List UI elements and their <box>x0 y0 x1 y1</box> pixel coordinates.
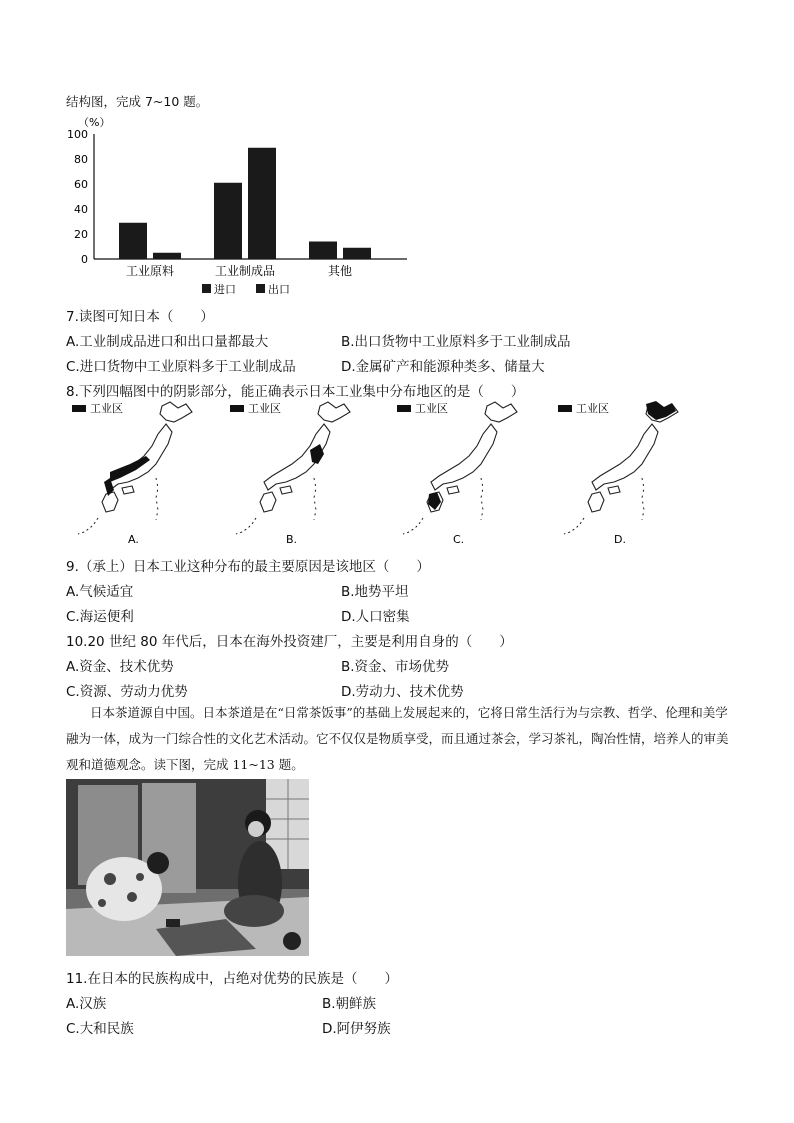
legend-swatch <box>230 405 244 412</box>
japan-outline-map <box>236 402 350 534</box>
q11-option-a[interactable]: A.汉族 <box>66 996 107 1012</box>
q10-option-c[interactable]: C.资源、劳动力优势 <box>66 684 188 700</box>
intro-line: 结构图，完成 7~10 题。 <box>66 94 209 109</box>
y-tick-label: 100 <box>67 128 88 141</box>
bar-export-2 <box>248 148 276 259</box>
map-legend-label: 工业区 <box>415 402 448 415</box>
q7-option-d[interactable]: D.金属矿产和能源种类多、储量大 <box>341 359 545 375</box>
legend-label: 出口 <box>268 283 290 296</box>
y-tick-label: 40 <box>74 203 88 216</box>
y-tick-label: 80 <box>74 153 88 166</box>
bar-import-1 <box>119 223 147 259</box>
legend-swatch <box>397 405 411 412</box>
q7-option-c[interactable]: C.进口货物中工业原料多于工业制成品 <box>66 359 296 375</box>
japan-outline-map <box>403 402 517 534</box>
q9-stem: 9.（承上）日本工业这种分布的最主要原因是该地区（ ） <box>66 559 430 575</box>
q7-option-b[interactable]: B.出口货物中工业原料多于工业制成品 <box>341 334 571 350</box>
map-legend-label: 工业区 <box>90 402 123 415</box>
map-legend-label: 工业区 <box>248 402 281 415</box>
q11-option-c[interactable]: C.大和民族 <box>66 1021 134 1037</box>
bar-import-2 <box>214 183 242 259</box>
q7-option-a[interactable]: A.工业制成品进口和出口量都最大 <box>66 334 269 350</box>
map-legend-label: 工业区 <box>576 402 609 415</box>
bar-export-3 <box>343 248 371 259</box>
q10-option-a[interactable]: A.资金、技术优势 <box>66 659 174 675</box>
q7-stem: 7.读图可知日本（ ） <box>66 309 214 325</box>
industrial-zone-shading <box>646 401 676 420</box>
map-option-label: B. <box>286 533 298 546</box>
industrial-zone-shading <box>310 444 324 464</box>
tea-ceremony-photo <box>66 779 309 956</box>
q11-option-d[interactable]: D.阿伊努族 <box>322 1021 391 1037</box>
q11-stem: 11.在日本的民族构成中，占绝对优势的民族是（ ） <box>66 971 398 987</box>
category-label: 工业制成品 <box>214 264 276 278</box>
map-option-label: A. <box>128 533 139 546</box>
trade-structure-chart <box>60 112 420 302</box>
y-tick-label: 20 <box>74 228 88 241</box>
map-option-a[interactable] <box>70 398 210 548</box>
q10-option-d[interactable]: D.劳动力、技术优势 <box>341 684 464 700</box>
q9-option-b[interactable]: B.地势平坦 <box>341 584 409 600</box>
legend-label: 进口 <box>214 283 236 296</box>
q9-option-d[interactable]: D.人口密集 <box>341 609 410 625</box>
y-tick-label: 0 <box>81 253 88 266</box>
legend-swatch <box>72 405 86 412</box>
legend-swatch <box>558 405 572 412</box>
map-option-c[interactable] <box>395 398 535 548</box>
q8-stem: 8.下列四幅图中的阴影部分，能正确表示日本工业集中分布地区的是（ ） <box>66 384 525 400</box>
legend-swatch <box>256 284 265 293</box>
q9-option-c[interactable]: C.海运便利 <box>66 609 134 625</box>
bar-import-3 <box>309 242 337 260</box>
map-option-label: C. <box>453 533 465 546</box>
tea-ceremony-passage: 日本茶道源自中国。日本茶道是在“日常茶饭事”的基础上发展起来的，它将日常生活行为与宗教、哲学、伦理和美学融为一体，成为一门综合性的文化艺术活动。它不仅仅是物质享受，而且通过茶会，学习茶礼，陶冶性情，培养人的审美观和道德观念。读下图，完成 11~13 题。 <box>66 705 729 772</box>
map-option-label: D. <box>614 533 626 546</box>
q10-stem: 10.20 世纪 80 年代后，日本在海外投资建厂，主要是利用自身的（ ） <box>66 634 513 650</box>
category-label: 其他 <box>327 264 353 278</box>
q11-option-b[interactable]: B.朝鲜族 <box>322 996 377 1012</box>
bar-export-1 <box>153 253 181 259</box>
q10-option-b[interactable]: B.资金、市场优势 <box>341 659 450 675</box>
category-label: 工业原料 <box>125 264 175 278</box>
industrial-zone-shading <box>104 456 150 496</box>
legend-swatch <box>202 284 211 293</box>
q9-option-a[interactable]: A.气候适宜 <box>66 584 134 600</box>
y-tick-label: 60 <box>74 178 88 191</box>
map-option-b[interactable] <box>228 398 368 548</box>
map-option-d[interactable] <box>556 398 696 548</box>
industrial-zone-shading <box>428 492 441 510</box>
y-axis-label: （%） <box>78 116 111 129</box>
japan-outline-map <box>564 402 678 534</box>
